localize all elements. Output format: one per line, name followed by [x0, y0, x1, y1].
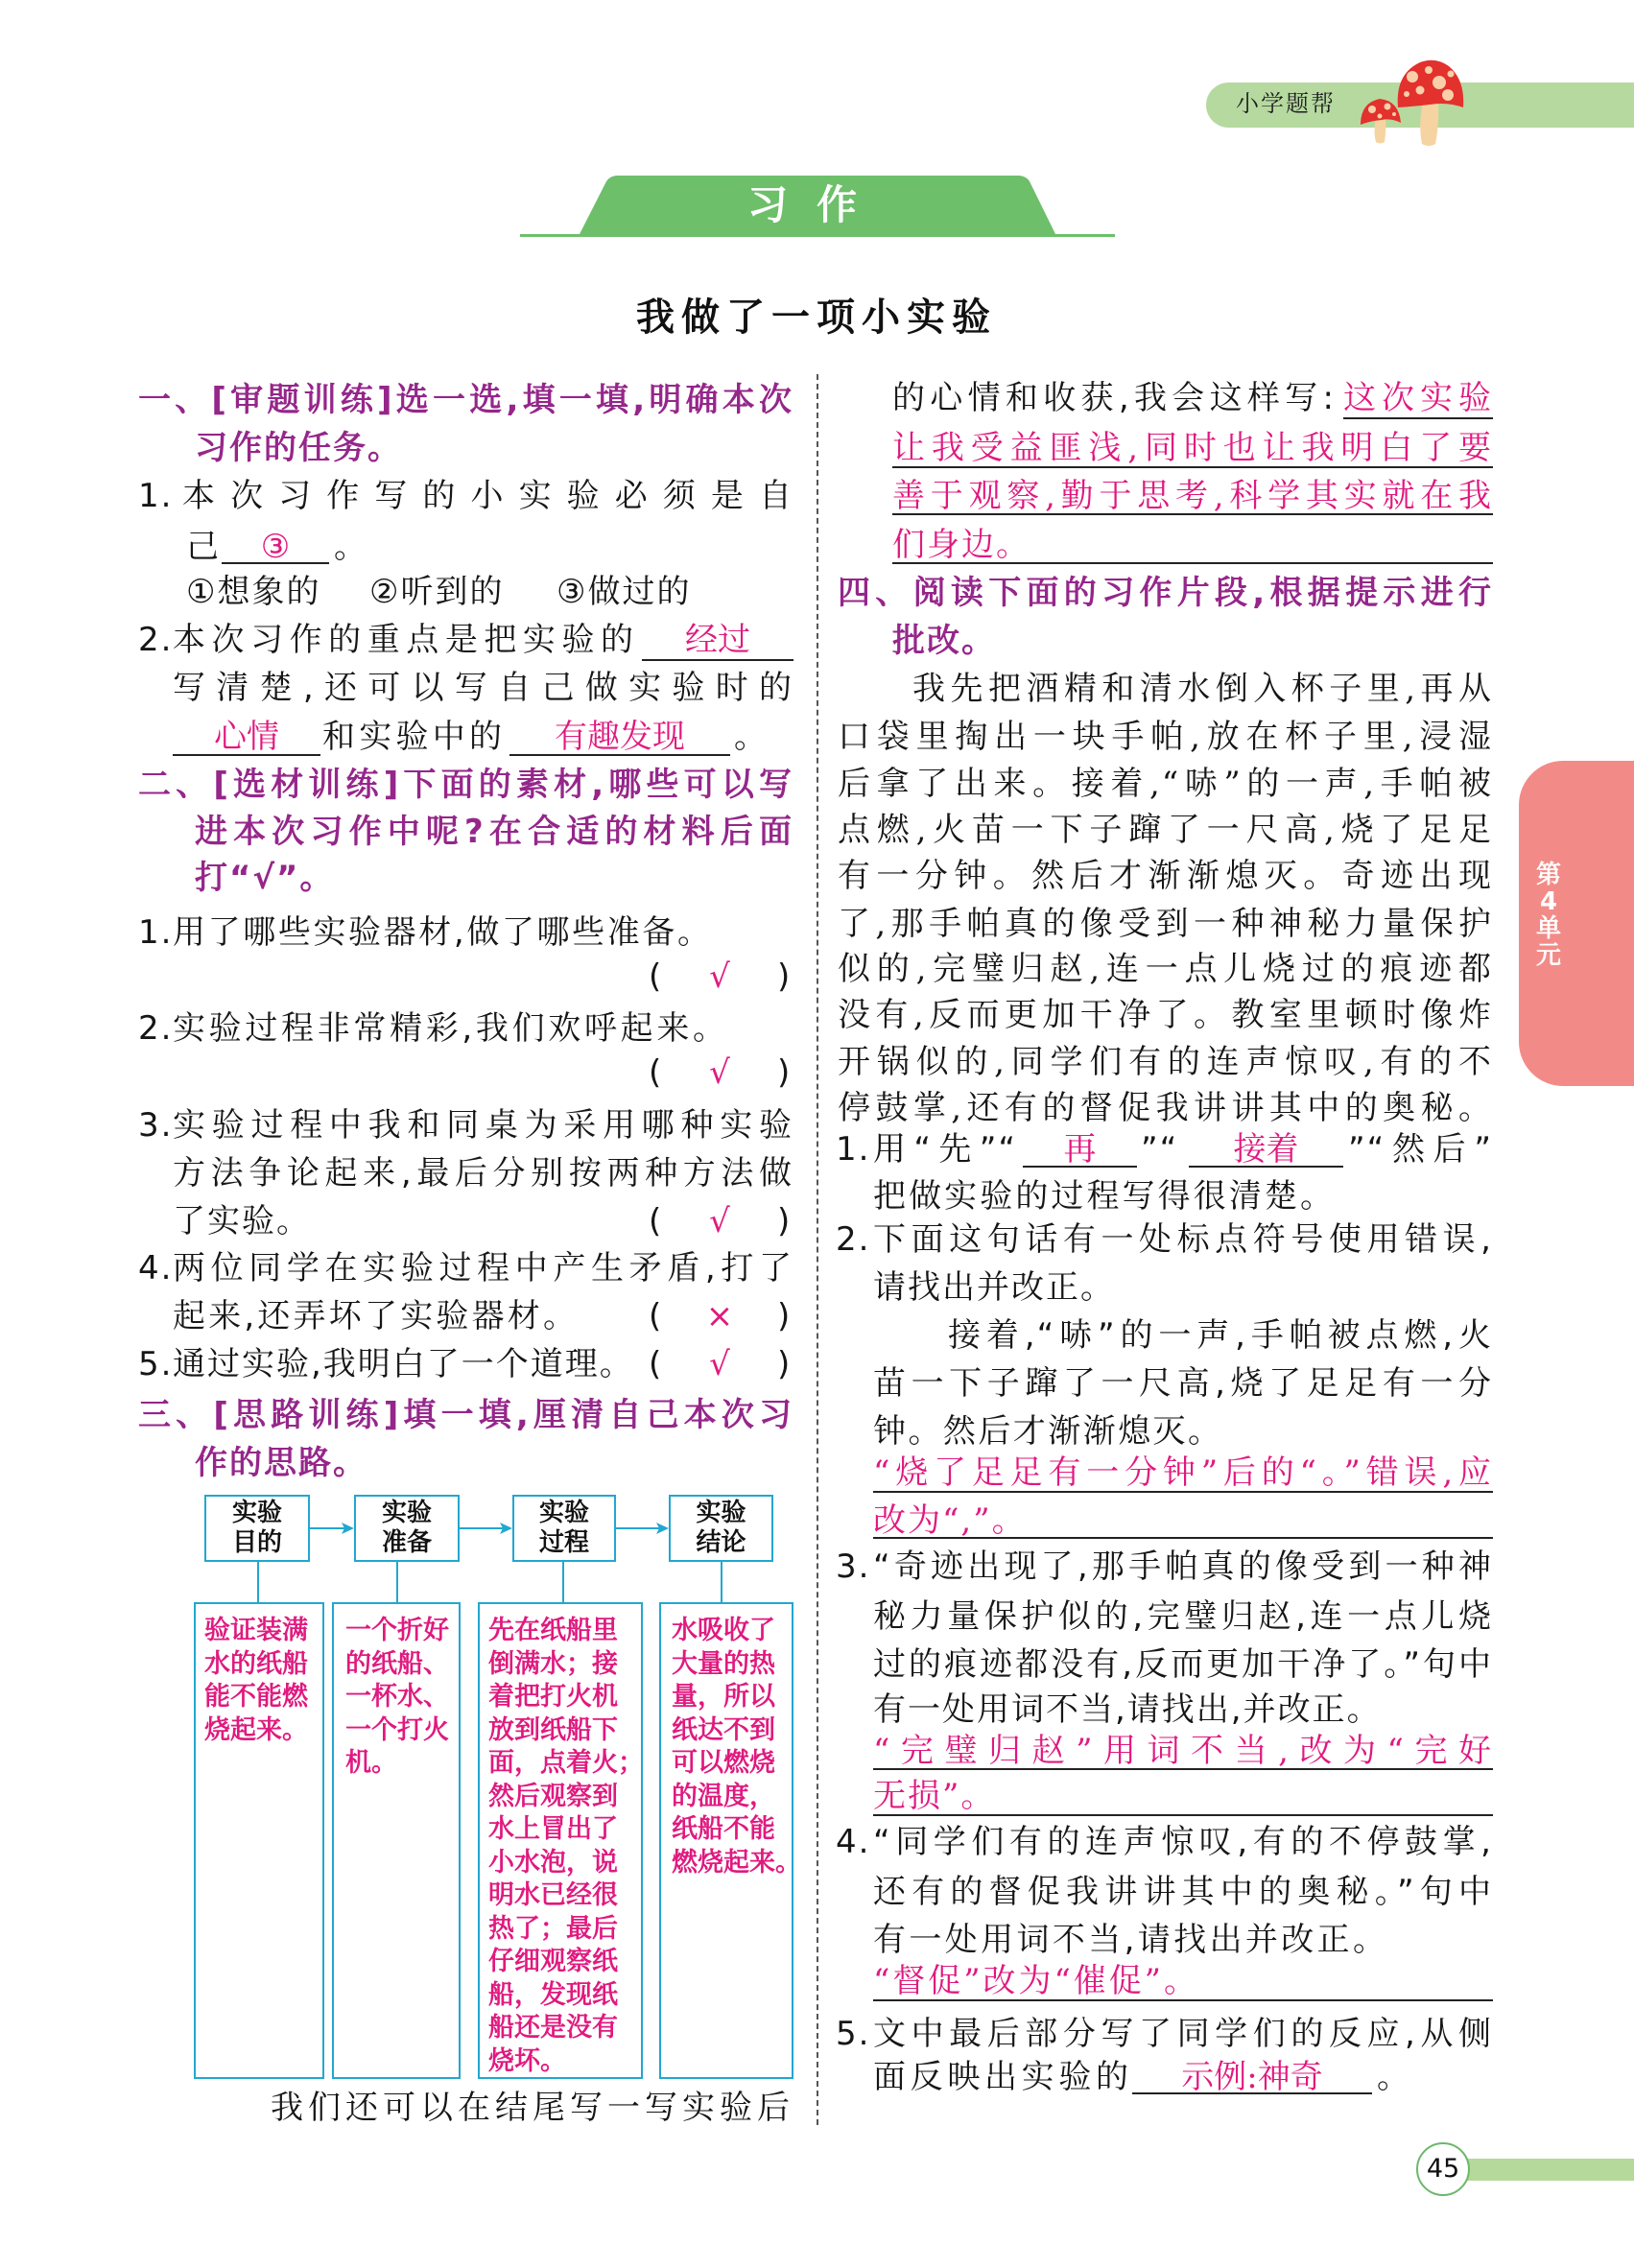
paren-close: ) — [777, 1297, 791, 1335]
item-text: 起来,还弄坏了实验器材。 — [173, 1297, 578, 1335]
section2-heading: 二、[选材训练]下面的素材,哪些可以写 — [138, 766, 793, 804]
answer-line: “完璧归赵”用词不当,改为“完好 — [873, 1732, 1493, 1770]
option-2: ②听到的 — [369, 573, 505, 611]
column-divider — [817, 374, 818, 2125]
flow-answer-purpose: 验证装满 水的纸船 能不能燃 烧起来。 — [194, 1602, 324, 2079]
quoted-sentence: 接着,“哧”的一声,手帕被点燃,火 — [948, 1316, 1493, 1355]
paren-open: ( — [649, 1053, 662, 1092]
answer-blank: 接着 — [1189, 1130, 1343, 1168]
question-text: 用“先”“ — [873, 1130, 1017, 1169]
check-mark-icon: √ — [709, 1202, 730, 1240]
passage-line: 口袋里掏出一块手帕,放在杯子里,浸湿 — [838, 718, 1493, 756]
question-text: 下面这句话有一处标点符号使用错误, — [873, 1220, 1493, 1259]
section3-heading: 三、[思路训练]填一填,厘清自己本次习 — [138, 1396, 793, 1434]
question-text-cont: 秘力量保护似的,完璧归赵,连一点儿烧 — [873, 1597, 1493, 1636]
section3-tail-text: 我们还可以在结尾写一写实验后 — [271, 2089, 792, 2127]
question-text: “奇迹出现了,那手帕真的像受到一种神 — [873, 1547, 1493, 1586]
answer-line: 这次实验 — [1343, 379, 1493, 417]
flow-answer-conclusion: 水吸收了 大量的热 量，所以 纸达不到 可以燃烧 的温度， 纸船不能 燃烧起来。 — [659, 1602, 793, 2079]
flow-step-conclusion: 实验 结论 — [669, 1495, 773, 1562]
answer-line: “烧了足足有一分钟”后的“。”错误,应 — [873, 1453, 1493, 1492]
passage-line: 似的,完璧归赵,连一点儿烧过的痕迹都 — [838, 950, 1493, 988]
question-text-cont: 有一处用词不当,请找出,并改正。 — [873, 1690, 1382, 1729]
item-text: 方法争论起来,最后分别按两种方法做 — [173, 1154, 793, 1193]
question-number: 2. — [836, 1220, 871, 1259]
question-text-cont: 还有的督促我讲讲其中的奥秘。”句中 — [873, 1873, 1493, 1911]
quoted-sentence: 苗一下子蹿了一尺高,烧了足足有一分 — [873, 1364, 1493, 1403]
question-number: 4. — [836, 1823, 871, 1861]
paren-open: ( — [649, 1297, 662, 1335]
passage-line: 后拿了出来。接着,“哧”的一声,手帕被 — [838, 765, 1493, 803]
item-number: 1. — [138, 913, 174, 952]
passage-line: 有一分钟。然后才渐渐熄灭。奇迹出现 — [838, 857, 1493, 895]
page-number: 45 — [1416, 2142, 1470, 2196]
option-3: ③做过的 — [557, 573, 692, 611]
question-text: 文中最后部分写了同学们的反应,从侧 — [873, 2015, 1493, 2053]
quoted-sentence: 钟。然后才渐渐熄灭。 — [873, 1412, 1222, 1451]
paren-open: ( — [649, 957, 662, 996]
answer-blank: ③ — [222, 528, 329, 564]
passage-line: 停鼓掌,还有的督促我讲讲其中的奥秘。 — [838, 1089, 1493, 1127]
answer-line: 善于观察,勤于思考,科学其实就在我 — [892, 477, 1493, 515]
answer-line: 们身边。 — [892, 526, 1493, 564]
question-number: 3. — [836, 1547, 871, 1586]
page-title: 我做了一项小实验 — [636, 295, 997, 340]
period: 。 — [734, 718, 769, 756]
passage-line: 开锅似的,同学们有的连声惊叹,有的不 — [838, 1043, 1493, 1081]
flow-answer-process: 先在纸船里 倒满水；接 着把打火机 放到纸船下 面，点着火； 然后观察到 水上冒出了 小水泡，说 明水已经很 热了；最后 仔细观察纸 船，发现纸 船还是没有 烧坏。 — [478, 1602, 643, 2079]
unit-tab-label: 第 4 单 元 — [1535, 861, 1561, 970]
passage-line: 没有,反而更加干净了。教室里顿时像炸 — [838, 996, 1493, 1034]
item-text: 两位同学在实验过程中产生矛盾,打了 — [173, 1249, 793, 1288]
question-text-cont: 己 — [186, 528, 221, 566]
flow-step-process: 实验 过程 — [512, 1495, 616, 1562]
cross-mark-icon: × — [705, 1297, 734, 1335]
answer-blank: 再 — [1023, 1130, 1137, 1168]
section3-heading-cont: 作的思路。 — [195, 1444, 367, 1482]
item-number: 2. — [138, 1009, 174, 1048]
answer-line: 无损”。 — [873, 1777, 1493, 1816]
passage-line: 点燃,火苗一下子蹿了一尺高,烧了足足 — [838, 811, 1493, 849]
question-text-cont: 有一处用词不当,请找出并改正。 — [873, 1921, 1387, 1959]
section1-heading: 一、[审题训练]选一选,填一填,明确本次 — [138, 381, 793, 419]
question-text: “同学们有的连声惊叹,有的不停鼓掌, — [873, 1823, 1493, 1861]
check-mark-icon: √ — [709, 1053, 730, 1092]
question-text-cont: 和实验中的 — [322, 718, 504, 756]
answer-blank: 有趣发现 — [509, 718, 730, 756]
section4-heading-cont: 批改。 — [892, 622, 996, 660]
paren-close: ) — [777, 1345, 791, 1383]
item-number: 5. — [138, 1345, 174, 1383]
question-number: 5. — [836, 2015, 871, 2053]
question-text-cont: 把做实验的过程写得很清楚。 — [873, 1177, 1335, 1216]
item-number: 3. — [138, 1106, 174, 1145]
paren-close: ) — [777, 957, 791, 996]
check-mark-icon: √ — [709, 957, 730, 996]
answer-line: “督促”改为“催促”。 — [873, 1962, 1493, 2001]
paren-open: ( — [649, 1345, 662, 1383]
paren-open: ( — [649, 1202, 662, 1240]
page-number-bar — [1458, 2159, 1634, 2181]
question-text: ”“然后” — [1348, 1130, 1493, 1169]
passage-line: 了,那手帕真的像受到一种神秘力量保护 — [838, 905, 1493, 943]
question-number: 1. — [138, 477, 174, 515]
flow-step-preparation: 实验 准备 — [354, 1495, 460, 1562]
section-banner-label: 习作 — [747, 181, 887, 228]
section2-heading-cont: 进本次习作中呢?在合适的材料后面 — [195, 813, 793, 851]
answer-blank: 经过 — [642, 621, 793, 661]
question-text: 本次习作写的小实验必须是自 — [182, 477, 793, 515]
item-text: 用了哪些实验器材,做了哪些准备。 — [173, 913, 712, 952]
flow-answer-preparation: 一个折好 的纸船、 一杯水、 一个打火 机。 — [332, 1602, 461, 2079]
question-text: 本次习作的重点是把实验的 — [173, 621, 635, 659]
period: 。 — [1377, 2058, 1411, 2096]
question-text: ”“ — [1141, 1130, 1179, 1169]
question-number: 1. — [836, 1130, 871, 1169]
paren-close: ) — [777, 1202, 791, 1240]
answer-line: 改为“,”。 — [873, 1501, 1493, 1539]
period: 。 — [334, 528, 368, 566]
section1-heading-cont: 习作的任务。 — [195, 429, 402, 467]
section4-heading: 四、阅读下面的习作片段,根据提示进行 — [838, 574, 1493, 612]
mushroom-icon — [1353, 53, 1473, 149]
check-mark-icon: √ — [709, 1345, 730, 1383]
question-text-cont: 过的痕迹都没有,反而更加干净了。”句中 — [873, 1645, 1493, 1684]
section2-heading-cont: 打“√”。 — [195, 859, 335, 897]
question-text-cont: 面反映出实验的 — [873, 2058, 1130, 2096]
paren-close: ) — [777, 1053, 791, 1092]
brand-label: 小学题帮 — [1236, 90, 1336, 117]
item-number: 4. — [138, 1249, 174, 1288]
item-text: 了实验。 — [173, 1202, 311, 1240]
question-number: 2. — [138, 621, 174, 659]
item-text: 通过实验,我明白了一个道理。 — [173, 1345, 634, 1383]
section3-continued-text: 的心情和收获,我会这样写: — [892, 379, 1336, 417]
answer-blank: 心情 — [173, 718, 320, 756]
item-text: 实验过程非常精彩,我们欢呼起来。 — [173, 1009, 727, 1048]
flow-step-purpose: 实验 目的 — [204, 1495, 310, 1562]
passage-line: 我先把酒精和清水倒入杯子里,再从 — [912, 670, 1493, 708]
answer-blank: 示例:神奇 — [1132, 2058, 1372, 2094]
answer-line: 让我受益匪浅,同时也让我明白了要 — [892, 429, 1493, 467]
question-text-cont: 写清楚,还可以写自己做实验时的 — [173, 669, 793, 707]
option-1: ①想象的 — [186, 573, 321, 611]
question-text-cont: 请找出并改正。 — [873, 1268, 1115, 1307]
item-text: 实验过程中我和同桌为采用哪种实验 — [173, 1106, 793, 1145]
